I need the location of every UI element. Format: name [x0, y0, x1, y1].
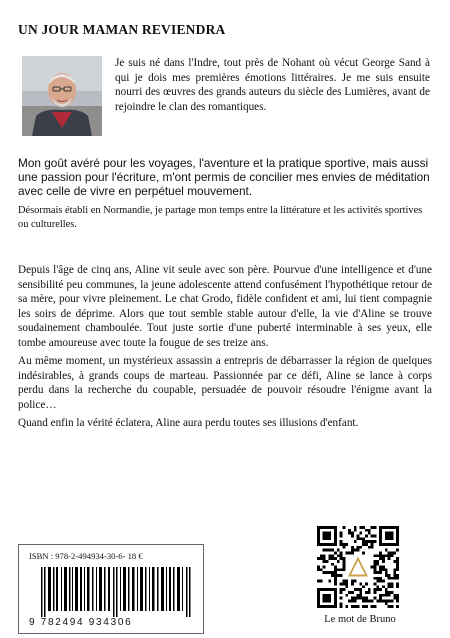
synopsis-paragraph-3: Quand enfin la vérité éclatera, Aline aura perdu toutes ses illusions d'enfant.: [18, 417, 359, 429]
publisher-name: Le mot de Bruno: [324, 614, 396, 625]
isbn-barcode-box: [18, 544, 204, 634]
author-bio-present: Désormais établi en Normandie, je partage mon temps entre la littérature et les activités sportives ou culturelles.: [18, 205, 423, 230]
qr-code: [317, 526, 399, 608]
synopsis-paragraph-1: Depuis l'âge de cinq ans, Aline vit seule avec son père. Pourvue d'une intelligence et d'une sensibilité peu communes, la jeune adolescente attend confusément l'hypothétique retour de sa mère, pour vivre pleinement. Le chat Grodo, fidèle confident et ami, lui tient compagnie les soirs de déprime. Alors que tout semble stable autour d'elle, la vie d'Aline se trouve soudainement chamboulée. Tout juste sortie d'une puberté interminable à ses yeux, elle tombe amoureuse avec toute la fougue de ses treize ans.: [18, 264, 432, 349]
synopsis-paragraph-2: Au même moment, un mystérieux assassin a entrepris de débarrasser la région de quelques indésirables, à grands coups de marteau. Passionnée par ce défi, Aline se lance à corps perdu dans la recherche du coupable, persuadée de pouvoir résoudre l'énigme avant la police…: [18, 355, 432, 411]
book-title: UN JOUR MAMAN REVIENDRA: [18, 22, 226, 37]
author-bio-passions: Mon goût avéré pour les voyages, l'aventure et la pratique sportive, mais aussi une passion pour l'écriture, m'ont permis de concilier mes envies de méditation avec celle de vivre en perpétuel mouvement.: [18, 156, 430, 199]
author-bio-intro: Je suis né dans l'Indre, tout près de Nohant où vécut George Sand à qui je dois mes premières émotions littéraires. Je me suis ensuite nourri des œuvres des grands auteurs du siècle des Lumières, avant de rejoindre le clan des romantiques.: [115, 57, 430, 113]
author-photo: [22, 56, 102, 136]
barcode-graphic: [41, 567, 193, 617]
isbn-label: ISBN : 978-2-494934-30-6- 18 €: [29, 551, 143, 561]
barcode-digits: 9 782494 934306: [29, 617, 133, 628]
synopsis: [18, 263, 432, 435]
